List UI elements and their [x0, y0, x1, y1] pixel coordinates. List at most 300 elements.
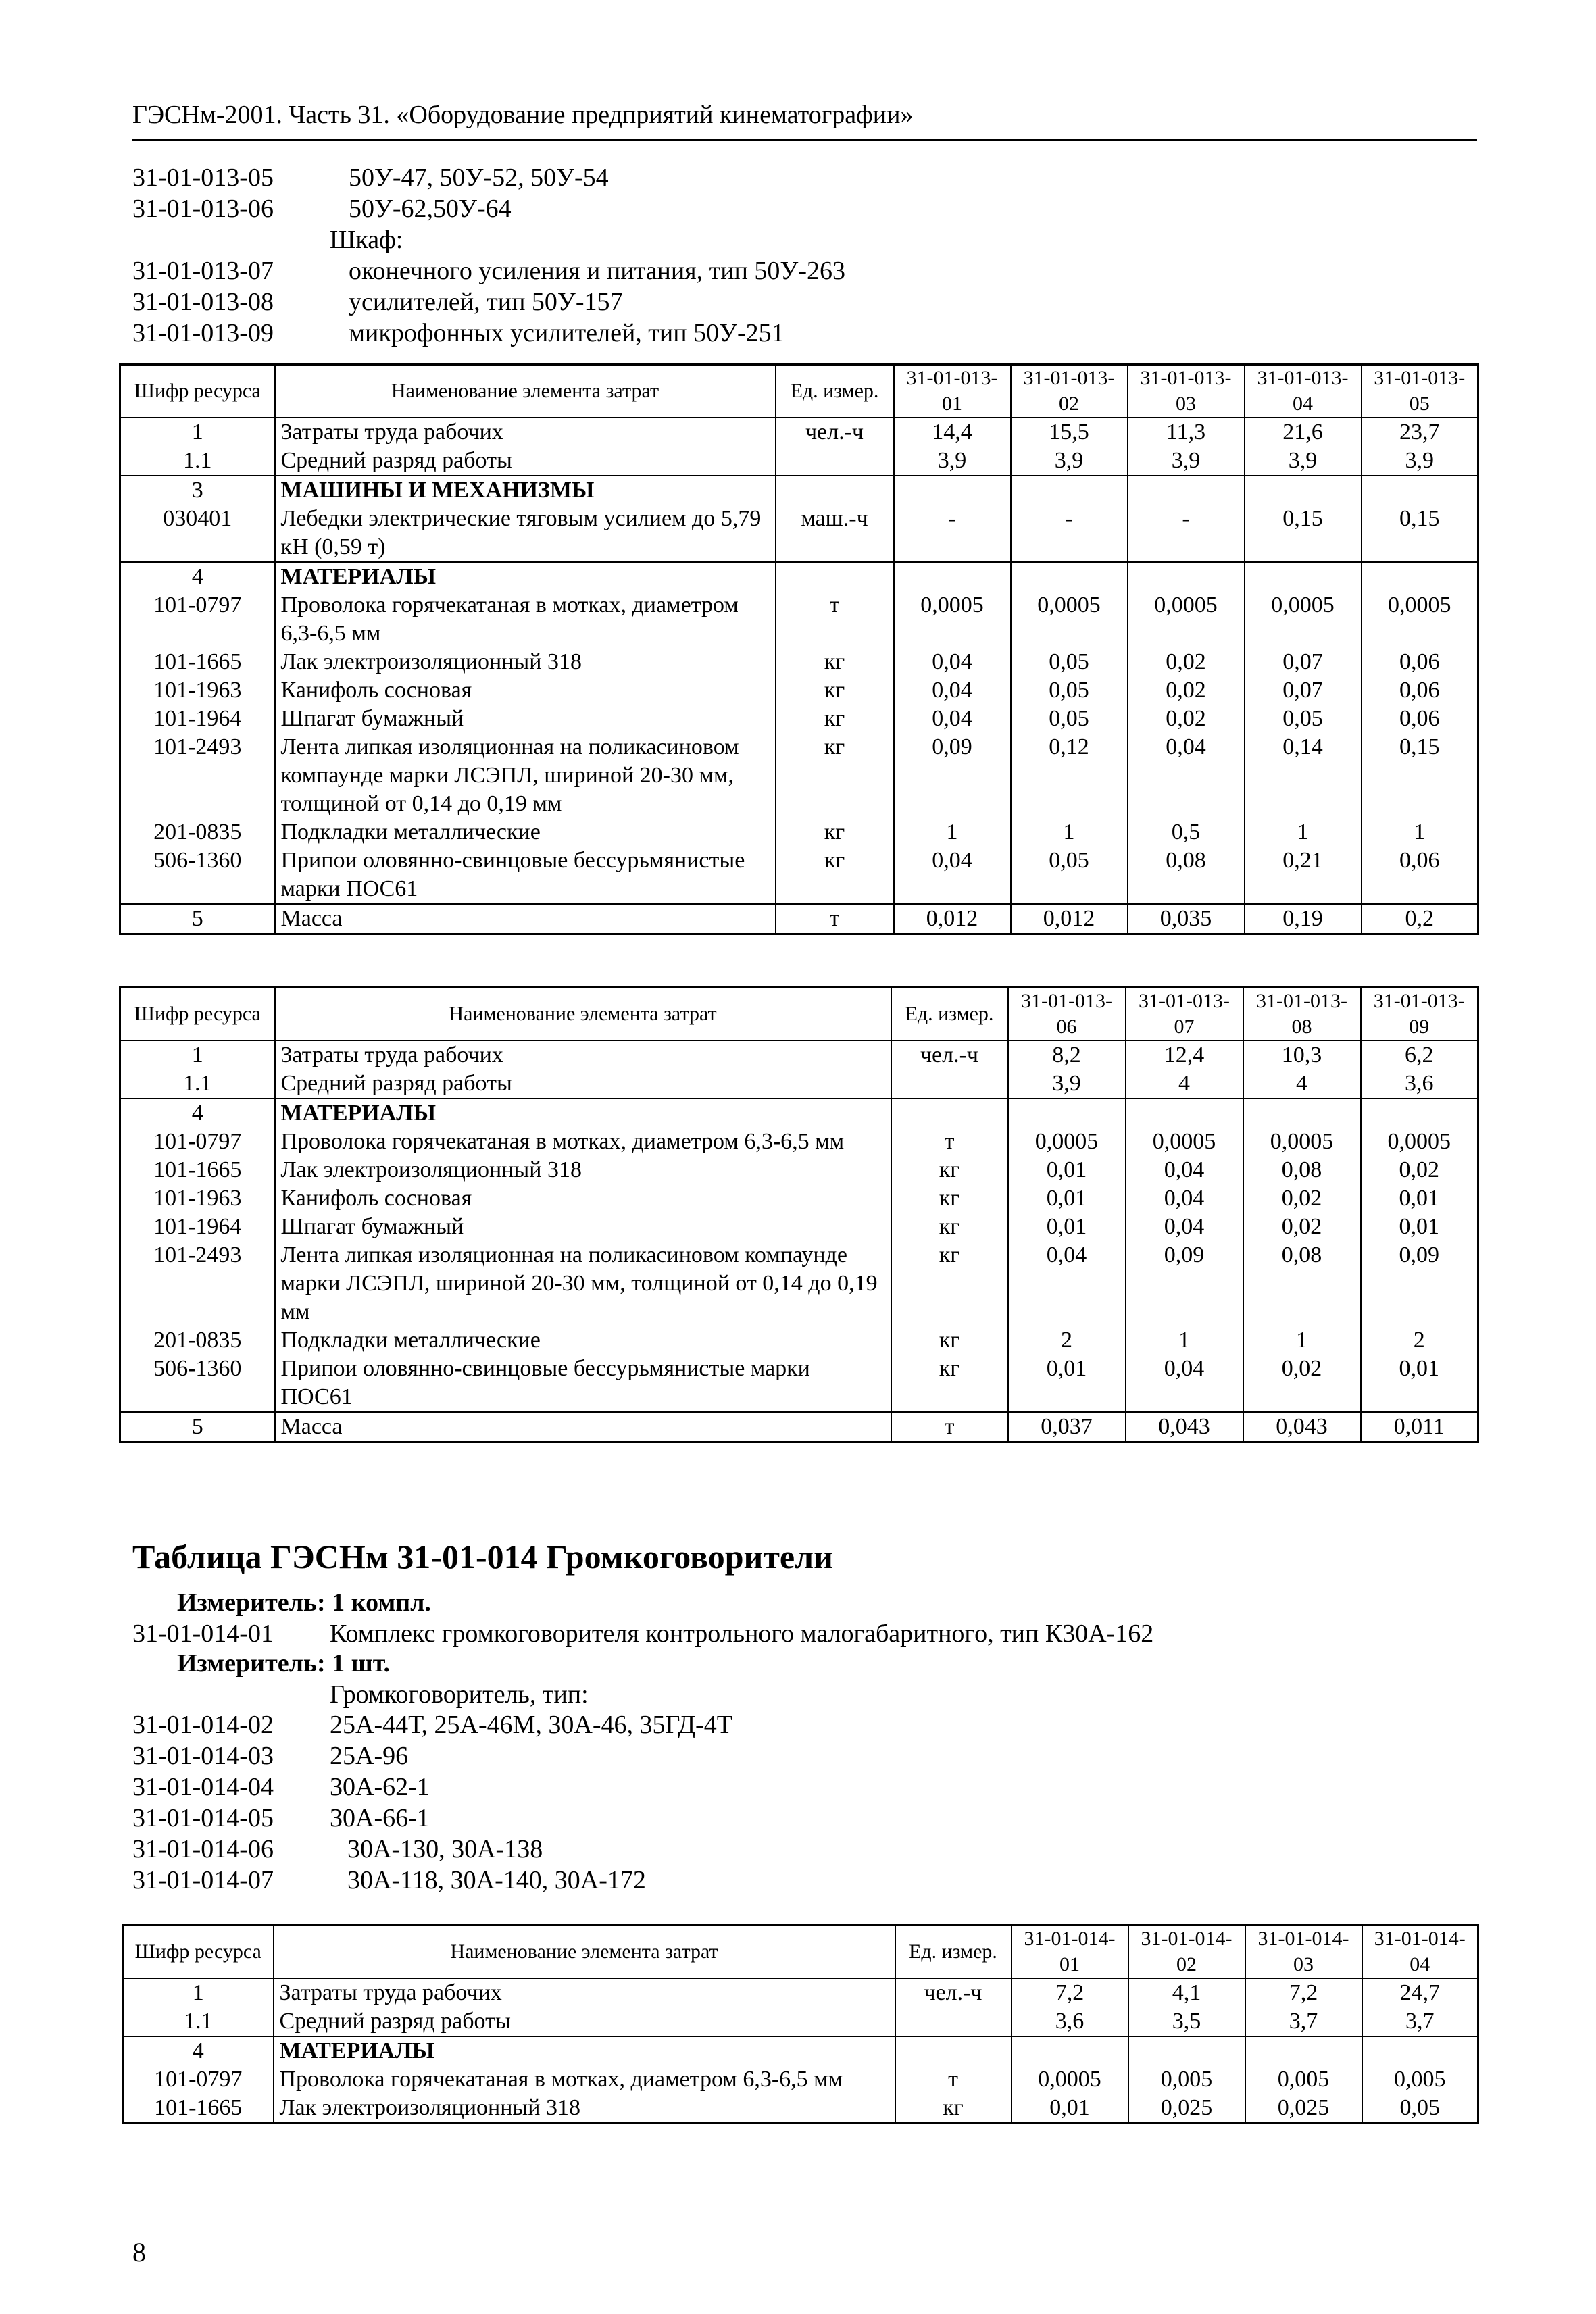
- item-code: 31-01-013-09: [132, 319, 274, 347]
- cell-name: Лебедки электрические тяговым усилием до 5,79 кН (0,59 т): [275, 505, 776, 562]
- cell-value: 6,2: [1361, 1040, 1478, 1070]
- table-row: [120, 1040, 1478, 1070]
- item-code: 31-01-014-05: [132, 1804, 274, 1832]
- cell-value: [1128, 2036, 1245, 2065]
- cell-cipher: 101-1665: [120, 648, 275, 676]
- cell-unit: т: [891, 1412, 1008, 1442]
- cell-cipher: 101-0797: [123, 2065, 274, 2094]
- table-row: [120, 676, 1478, 705]
- cell-value: 7,2: [1012, 1978, 1128, 2007]
- cell-value: 0,12: [1011, 733, 1128, 818]
- cell-cipher: 101-1665: [120, 1156, 275, 1184]
- cell-name: Средний разряд работы: [275, 447, 776, 476]
- item-text: 30А-130, 30А-138: [347, 1835, 543, 1863]
- list-item: [132, 193, 1477, 224]
- cell-value: 0,012: [894, 904, 1011, 934]
- cell-value: 0,05: [1011, 676, 1128, 705]
- cell-value: 0,011: [1361, 1412, 1478, 1442]
- cell-value: 0,0005: [1126, 1128, 1243, 1156]
- cell-value: 0,09: [1361, 1241, 1478, 1326]
- cell-value: [1128, 562, 1245, 591]
- item-text: Комплекс громкоговорителя контрольного малогабаритного, тип К30А-162: [330, 1619, 1154, 1648]
- cell-unit: [895, 2007, 1012, 2036]
- item-list-013: [132, 162, 1477, 349]
- cell-value: -: [894, 505, 1011, 562]
- list-item: [132, 1865, 1477, 1896]
- item-code: 31-01-014-04: [132, 1773, 274, 1801]
- cell-unit: чел.-ч: [895, 1978, 1012, 2007]
- cell-value: 0,04: [894, 648, 1011, 676]
- item-text: 50У-47, 50У-52, 50У-54: [349, 164, 609, 192]
- cell-cipher: 101-1963: [120, 676, 275, 705]
- list-item: [132, 1740, 1477, 1771]
- cell-value: 12,4: [1126, 1040, 1243, 1070]
- cell-name: Затраты труда рабочих: [275, 418, 776, 447]
- header-col: 31-01-013-04: [1245, 365, 1362, 418]
- header-col: 31-01-014-01: [1012, 1926, 1128, 1979]
- cell-value: 0,05: [1011, 847, 1128, 904]
- list-item: [132, 318, 1477, 349]
- cell-cipher: 101-2493: [120, 1241, 275, 1326]
- cell-name: Проволока горячекатаная в мотках, диаметром 6,3-6,5 мм: [274, 2065, 895, 2094]
- list-item: [132, 255, 1477, 286]
- cell-value: 1: [1362, 818, 1478, 847]
- cell-value: -: [1128, 505, 1245, 562]
- cell-value: -: [1011, 505, 1128, 562]
- table-row: [120, 1099, 1478, 1128]
- measure-label-2: Измеритель: 1 шт.: [177, 1649, 391, 1678]
- cell-name: Припои оловянно-свинцовые бессурьмянистые марки ПОС61: [275, 1355, 891, 1412]
- cell-value: 3,9: [894, 447, 1011, 476]
- cell-value: 0,0005: [1008, 1128, 1126, 1156]
- table-row: [120, 904, 1478, 934]
- header-col: 31-01-013-06: [1008, 988, 1126, 1041]
- cell-value: 0,0005: [1245, 591, 1362, 648]
- header-col: 31-01-013-02: [1011, 365, 1128, 418]
- cell-name: Лак электроизоляционный 318: [275, 1156, 891, 1184]
- cell-value: 0,005: [1362, 2065, 1478, 2094]
- cell-cipher: 101-1963: [120, 1184, 275, 1213]
- cell-cipher: 101-1964: [120, 1213, 275, 1241]
- cell-unit: т: [776, 904, 894, 934]
- cell-value: 0,02: [1243, 1355, 1361, 1412]
- cell-name: Подкладки металлические: [275, 818, 776, 847]
- cell-name: Канифоль сосновая: [275, 1184, 891, 1213]
- header-cipher: Шифр ресурса: [120, 365, 275, 418]
- cell-value: 0,04: [1008, 1241, 1126, 1326]
- cell-value: 0,01: [1008, 1355, 1126, 1412]
- table-row: [120, 648, 1478, 676]
- cell-value: 4: [1126, 1070, 1243, 1099]
- table-row: [123, 2065, 1478, 2094]
- cell-value: [1362, 2036, 1478, 2065]
- cell-value: 3,9: [1362, 447, 1478, 476]
- cell-name: Затраты труда рабочих: [275, 1040, 891, 1070]
- cell-unit: маш.-ч: [776, 505, 894, 562]
- running-header: ГЭСНм-2001. Часть 31. «Оборудование предприятий кинематографии»: [132, 101, 914, 129]
- cell-value: 3,6: [1361, 1070, 1478, 1099]
- resource-table-013-06-09: [119, 986, 1479, 1443]
- list-item: [132, 162, 1477, 193]
- cell-value: 0,02: [1243, 1184, 1361, 1213]
- list-item: [132, 1834, 1477, 1865]
- cell-value: [1361, 1099, 1478, 1128]
- cell-value: 0,01: [1008, 1213, 1126, 1241]
- cell-value: 0,0005: [1243, 1128, 1361, 1156]
- cell-value: 0,0005: [1012, 2065, 1128, 2094]
- item-text: 30А-62-1: [330, 1773, 430, 1801]
- cell-name: Масса: [275, 904, 776, 934]
- cell-name: Лента липкая изоляционная на поликасиновом компаунде марки ЛСЭПЛ, шириной 20-30 мм, толщиной от 0,14 до 0,19 мм: [275, 733, 776, 818]
- table-row: [120, 818, 1478, 847]
- cell-cipher: 101-2493: [120, 733, 275, 818]
- cell-value: [1008, 1099, 1126, 1128]
- cell-value: 0,08: [1243, 1241, 1361, 1326]
- cell-unit: [776, 476, 894, 505]
- header-unit: Ед. измер.: [895, 1926, 1012, 1979]
- item-text: 30А-118, 30А-140, 30А-172: [347, 1866, 646, 1894]
- cell-unit: кг: [891, 1241, 1008, 1326]
- cell-value: 3,5: [1128, 2007, 1245, 2036]
- list-item: [132, 1709, 1477, 1740]
- cell-value: 0,01: [1361, 1184, 1478, 1213]
- cell-value: [1126, 1099, 1243, 1128]
- cell-value: 14,4: [894, 418, 1011, 447]
- item-code: 31-01-014-02: [132, 1711, 274, 1739]
- cell-value: 0,04: [1126, 1213, 1243, 1241]
- cell-value: 0,012: [1011, 904, 1128, 934]
- cell-unit: кг: [776, 676, 894, 705]
- cell-value: 2: [1008, 1326, 1126, 1355]
- header-unit: Ед. измер.: [891, 988, 1008, 1041]
- item-code: 31-01-013-05: [132, 164, 274, 192]
- item-code: 31-01-014-03: [132, 1742, 274, 1770]
- cell-unit: кг: [776, 733, 894, 818]
- cell-unit: т: [776, 591, 894, 648]
- table-row: [120, 733, 1478, 818]
- cell-value: 3,9: [1008, 1070, 1126, 1099]
- table-row: [120, 847, 1478, 904]
- cell-value: 0,0005: [894, 591, 1011, 648]
- cell-value: 0,05: [1245, 705, 1362, 733]
- cell-value: 0,08: [1243, 1156, 1361, 1184]
- cell-cipher: 1.1: [120, 447, 275, 476]
- cell-cipher: 506-1360: [120, 1355, 275, 1412]
- cell-value: 0,01: [1012, 2094, 1128, 2123]
- cell-value: 0,02: [1361, 1156, 1478, 1184]
- cell-value: 0,01: [1361, 1355, 1478, 1412]
- cell-unit: [891, 1070, 1008, 1099]
- cell-value: [1362, 476, 1478, 505]
- cell-value: 0,02: [1128, 648, 1245, 676]
- page-number: 8: [132, 2237, 146, 2267]
- cell-value: 0,025: [1245, 2094, 1362, 2123]
- cell-name: Лак электроизоляционный 318: [274, 2094, 895, 2123]
- table-row: [123, 2007, 1478, 2036]
- cell-name: МАТЕРИАЛЫ: [275, 1099, 891, 1128]
- cell-unit: кг: [891, 1156, 1008, 1184]
- cell-unit: кг: [776, 847, 894, 904]
- cell-value: 0,19: [1245, 904, 1362, 934]
- cell-cipher: 101-0797: [120, 591, 275, 648]
- header-col: 31-01-013-08: [1243, 988, 1361, 1041]
- cell-cipher: 030401: [120, 505, 275, 562]
- cell-value: [894, 562, 1011, 591]
- section-title: Таблица ГЭСНм 31-01-014 Громкоговорители: [132, 1538, 833, 1576]
- cell-name: Подкладки металлические: [275, 1326, 891, 1355]
- table-row: [120, 1128, 1478, 1156]
- measure-label-1: Измеритель: 1 компл.: [177, 1588, 431, 1617]
- cell-value: 0,02: [1128, 705, 1245, 733]
- table-row: [120, 418, 1478, 447]
- cell-unit: [776, 447, 894, 476]
- cell-value: 0,043: [1126, 1412, 1243, 1442]
- cell-cipher: 4: [123, 2036, 274, 2065]
- cell-value: [1245, 2036, 1362, 2065]
- header-col: 31-01-014-04: [1362, 1926, 1478, 1979]
- cell-name: Проволока горячекатаная в мотках, диаметром 6,3-6,5 мм: [275, 591, 776, 648]
- cell-value: 0,02: [1243, 1213, 1361, 1241]
- cell-cipher: 101-1665: [123, 2094, 274, 2123]
- cell-value: 0,043: [1243, 1412, 1361, 1442]
- table-row: [120, 1070, 1478, 1099]
- cell-value: 0,09: [894, 733, 1011, 818]
- table-row: [120, 1412, 1478, 1442]
- cell-cipher: 4: [120, 562, 275, 591]
- cell-unit: [776, 562, 894, 591]
- cell-value: 0,06: [1362, 705, 1478, 733]
- cell-value: 0,0005: [1011, 591, 1128, 648]
- resource-table-014-01-04: [122, 1924, 1479, 2124]
- cell-value: [1362, 562, 1478, 591]
- cell-cipher: 1.1: [120, 1070, 275, 1099]
- cell-value: 0,02: [1128, 676, 1245, 705]
- cell-unit: кг: [891, 1355, 1008, 1412]
- cell-value: 0,0005: [1361, 1128, 1478, 1156]
- cell-value: 0,005: [1128, 2065, 1245, 2094]
- cell-unit: кг: [776, 818, 894, 847]
- header-unit: Ед. измер.: [776, 365, 894, 418]
- table-row: [120, 1184, 1478, 1213]
- header-name: Наименование элемента затрат: [275, 988, 891, 1041]
- cell-name: МАТЕРИАЛЫ: [275, 562, 776, 591]
- item-text: 25А-96: [330, 1742, 409, 1770]
- cell-name: Канифоль сосновая: [275, 676, 776, 705]
- cell-unit: кг: [895, 2094, 1012, 2123]
- cell-value: 0,14: [1245, 733, 1362, 818]
- cell-value: 3,9: [1011, 447, 1128, 476]
- cell-unit: [891, 1099, 1008, 1128]
- table-row: [120, 1355, 1478, 1412]
- item-text: Шкаф:: [330, 226, 403, 254]
- header-col: 31-01-013-03: [1128, 365, 1245, 418]
- cell-value: 3,9: [1245, 447, 1362, 476]
- cell-value: 0,5: [1128, 818, 1245, 847]
- cell-name: Припои оловянно-свинцовые бессурьмянистые марки ПОС61: [275, 847, 776, 904]
- cell-value: 11,3: [1128, 418, 1245, 447]
- cell-cipher: 1: [120, 418, 275, 447]
- cell-name: Шпагат бумажный: [275, 1213, 891, 1241]
- cell-value: 3,7: [1362, 2007, 1478, 2036]
- table-row: [120, 1213, 1478, 1241]
- table-row: [120, 705, 1478, 733]
- cell-value: 4,1: [1128, 1978, 1245, 2007]
- cell-cipher: 506-1360: [120, 847, 275, 904]
- cell-value: [1245, 562, 1362, 591]
- cell-cipher: 1: [120, 1040, 275, 1070]
- cell-value: 0,04: [1128, 733, 1245, 818]
- cell-unit: кг: [776, 648, 894, 676]
- item-text: 30А-66-1: [330, 1804, 430, 1832]
- cell-value: [1011, 476, 1128, 505]
- cell-value: 0,05: [1362, 2094, 1478, 2123]
- cell-value: 2: [1361, 1326, 1478, 1355]
- cell-unit: кг: [891, 1184, 1008, 1213]
- item-code: 31-01-013-06: [132, 195, 274, 223]
- cell-value: [894, 476, 1011, 505]
- item-text: оконечного усиления и питания, тип 50У-263: [349, 257, 845, 285]
- cell-value: 1: [1243, 1326, 1361, 1355]
- cell-value: 10,3: [1243, 1040, 1361, 1070]
- list-item: [132, 224, 1477, 255]
- cell-value: 24,7: [1362, 1978, 1478, 2007]
- cell-value: 0,06: [1362, 648, 1478, 676]
- cell-value: 1: [1245, 818, 1362, 847]
- item-code: 31-01-013-07: [132, 257, 274, 285]
- cell-name: МАШИНЫ И МЕХАНИЗМЫ: [275, 476, 776, 505]
- header-col: 31-01-014-03: [1245, 1926, 1362, 1979]
- cell-value: 0,21: [1245, 847, 1362, 904]
- cell-name: Средний разряд работы: [274, 2007, 895, 2036]
- cell-value: 1: [1011, 818, 1128, 847]
- cell-cipher: 201-0835: [120, 818, 275, 847]
- cell-value: 0,15: [1362, 733, 1478, 818]
- cell-value: 0,05: [1011, 648, 1128, 676]
- cell-name: Средний разряд работы: [275, 1070, 891, 1099]
- cell-value: 0,06: [1362, 676, 1478, 705]
- cell-value: 0,025: [1128, 2094, 1245, 2123]
- table-row: [123, 1978, 1478, 2007]
- cell-unit: т: [891, 1128, 1008, 1156]
- item-text: усилителей, тип 50У-157: [349, 288, 623, 316]
- cell-value: [1128, 476, 1245, 505]
- cell-cipher: 201-0835: [120, 1326, 275, 1355]
- table-row: [120, 1156, 1478, 1184]
- cell-unit: кг: [776, 705, 894, 733]
- cell-value: 3,6: [1012, 2007, 1128, 2036]
- cell-cipher: 101-1964: [120, 705, 275, 733]
- cell-value: 0,04: [894, 705, 1011, 733]
- cell-value: [1011, 562, 1128, 591]
- table-row: [120, 1241, 1478, 1326]
- cell-cipher: 5: [120, 1412, 275, 1442]
- cell-unit: чел.-ч: [891, 1040, 1008, 1070]
- header-rule: [132, 139, 1477, 141]
- list-item: [132, 1771, 1477, 1803]
- cell-value: 8,2: [1008, 1040, 1126, 1070]
- header-cipher: Шифр ресурса: [123, 1926, 274, 1979]
- cell-value: 0,005: [1245, 2065, 1362, 2094]
- header-col: 31-01-013-01: [894, 365, 1011, 418]
- item-code: 31-01-014-07: [132, 1866, 274, 1894]
- cell-value: 0,07: [1245, 676, 1362, 705]
- cell-value: 0,04: [894, 676, 1011, 705]
- header-col: 31-01-013-07: [1126, 988, 1243, 1041]
- table-row: [120, 1326, 1478, 1355]
- table-row: [120, 562, 1478, 591]
- cell-cipher: 101-0797: [120, 1128, 275, 1156]
- cell-value: 0,07: [1245, 648, 1362, 676]
- item-text: микрофонных усилителей, тип 50У-251: [349, 319, 784, 347]
- cell-value: 0,15: [1362, 505, 1478, 562]
- cell-name: Затраты труда рабочих: [274, 1978, 895, 2007]
- cell-value: [1012, 2036, 1128, 2065]
- table-row: [120, 447, 1478, 476]
- cell-cipher: 5: [120, 904, 275, 934]
- table-row: [120, 476, 1478, 505]
- cell-value: 3,7: [1245, 2007, 1362, 2036]
- cell-unit: [895, 2036, 1012, 2065]
- cell-value: 0,01: [1008, 1184, 1126, 1213]
- item-text: 25А-44Т, 25А-46М, 30А-46, 35ГД-4Т: [330, 1711, 732, 1739]
- cell-value: 0,0005: [1362, 591, 1478, 648]
- resource-table-013-01-05: [119, 363, 1479, 935]
- cell-value: 0,06: [1362, 847, 1478, 904]
- table-row: [123, 2094, 1478, 2123]
- item-code: 31-01-014-06: [132, 1835, 274, 1863]
- cell-value: 0,09: [1126, 1241, 1243, 1326]
- cell-value: 0,0005: [1128, 591, 1245, 648]
- cell-value: 0,2: [1362, 904, 1478, 934]
- cell-value: 3,9: [1128, 447, 1245, 476]
- header-name: Наименование элемента затрат: [274, 1926, 895, 1979]
- list-item: [132, 286, 1477, 318]
- cell-value: 0,04: [1126, 1184, 1243, 1213]
- cell-unit: кг: [891, 1326, 1008, 1355]
- cell-value: 0,035: [1128, 904, 1245, 934]
- cell-value: 21,6: [1245, 418, 1362, 447]
- cell-name: Лак электроизоляционный 318: [275, 648, 776, 676]
- cell-unit: кг: [891, 1213, 1008, 1241]
- cell-cipher: 1: [123, 1978, 274, 2007]
- table-row: [123, 2036, 1478, 2065]
- cell-value: [1245, 476, 1362, 505]
- cell-name: МАТЕРИАЛЫ: [274, 2036, 895, 2065]
- cell-value: 0,15: [1245, 505, 1362, 562]
- header-col: 31-01-014-02: [1128, 1926, 1245, 1979]
- cell-value: 1: [894, 818, 1011, 847]
- cell-name: Шпагат бумажный: [275, 705, 776, 733]
- list-item: [132, 1803, 1477, 1834]
- cell-value: 0,08: [1128, 847, 1245, 904]
- cell-value: 23,7: [1362, 418, 1478, 447]
- cell-value: 0,01: [1361, 1213, 1478, 1241]
- cell-value: 0,01: [1008, 1156, 1126, 1184]
- cell-unit: т: [895, 2065, 1012, 2094]
- item-code: 31-01-014-01: [132, 1619, 274, 1648]
- cell-value: 0,05: [1011, 705, 1128, 733]
- item-code: 31-01-013-08: [132, 288, 274, 316]
- cell-value: 0,04: [1126, 1156, 1243, 1184]
- item-list-014: [132, 1709, 1477, 1896]
- cell-name: Проволока горячекатаная в мотках, диаметром 6,3-6,5 мм: [275, 1128, 891, 1156]
- item-014-01: [132, 1618, 1477, 1649]
- cell-value: 4: [1243, 1070, 1361, 1099]
- header-col: 31-01-013-05: [1362, 365, 1478, 418]
- cell-cipher: 1.1: [123, 2007, 274, 2036]
- cell-cipher: 3: [120, 476, 275, 505]
- cell-value: 0,04: [1126, 1355, 1243, 1412]
